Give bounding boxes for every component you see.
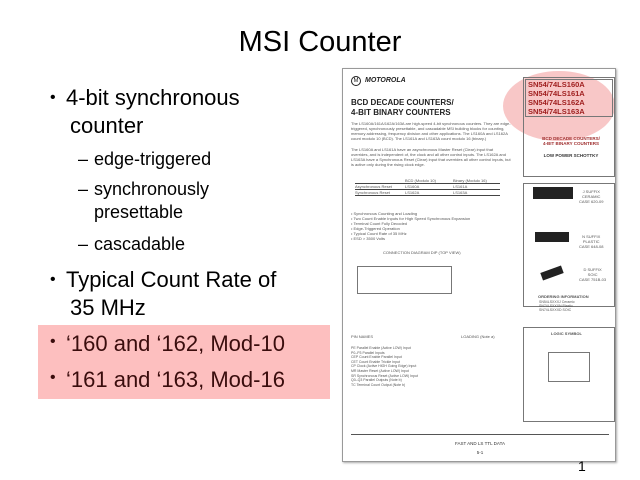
motorola-logo-icon: M: [351, 76, 361, 86]
part-numbers: SN54/74LS160A SN54/74LS161A SN54/74LS162A SN54/74LS163A: [528, 80, 585, 116]
logic-symbol: [548, 352, 590, 382]
family-label: LOW POWER SCHOTTKY: [543, 153, 599, 158]
ordering-list: SN54LSXXXJ Ceramic SN74LSXXXN Plastic SN74LSXXXD SOIC: [539, 300, 575, 312]
sub-bullet-continuation: presettable: [94, 202, 184, 222]
intro-text: The LS160A/161A/162A/163A are high-speed 4-bit synchronous counters. They are edge-triggered, synchronously presettable, and cascadable MSI building blocks for counting, memory addressing, frequency division and other applications. The LS160A and LS162A count modulo 10 (BCD). The LS161A and LS163A count modulo 16 (binary.): [351, 121, 511, 141]
reset-table: BCD (Modulo 10) Binary (Modulo 16) Asynchronous Reset LS160A LS161A Synchronous Reset LS162A LS163A: [355, 178, 500, 196]
ceramic-package-icon: [533, 187, 573, 199]
connection-diagram-title: CONNECTION DIAGRAM DIP (TOP VIEW): [383, 250, 461, 255]
bullet-mod10: • ‘160 and ‘162, Mod-10: [50, 331, 285, 356]
bullet-continuation: counter: [70, 113, 144, 138]
brand: MOTOROLA: [365, 77, 406, 84]
bullet-continuation: 35 MHz: [70, 295, 146, 320]
sub-bullet: – edge-triggered: [78, 149, 212, 169]
datasheet-image: [342, 68, 616, 462]
ordering-title: ORDERING INFORMATION: [538, 294, 589, 299]
page-number: 1: [578, 458, 586, 474]
feature-list: • Synchronous Counting and Loading • Two Count Enable Inputs for High Speed Synchronous Expansion • Terminal Count Fully Decoded • Edge-Triggered Operation • Typical Count Rate of 35 MHz • ESD > 3500 Volts: [351, 211, 471, 241]
footer-divider: [351, 434, 609, 435]
logic-symbol-title: LOGIC SYMBOL: [551, 331, 582, 336]
footer: FAST AND LS TTL DATA: [454, 441, 505, 446]
pin-list: PE Parallel Enable (Active LOW) Input P0–P3 Parallel Inputs CEP Count Enable Parallel Input CET Count Enable Trickle Input CP Clock (Active HIGH Going Edge) Input MR Master Reset (Active LOW) Input SR Synchronous Reset (Active LOW) Input Q0–Q3 Parallel Outputs (Note b) TC Terminal Count Output (Note b): [351, 346, 418, 387]
intro-text-2: The LS160A and LS161A have an asynchronous Master Reset (Clear) input that overrides, and is independent of, the clock and all other control inputs. The LS162A and LS163A have a Synchronous Reset (Clear) input that overrides all other control inputs, but is active only during the rising clock edge.: [351, 147, 511, 167]
package-j: J SUFFIX CERAMIC CASE 620-09: [579, 189, 604, 204]
side-title: BCD DECADE COUNTERS/ 4-BIT BINARY COUNTERS: [542, 136, 600, 146]
sub-bullet: – cascadable: [78, 234, 186, 254]
package-d: D SUFFIX SOIC CASE 751B-03: [579, 267, 607, 282]
bullet-mod16: • ‘161 and ‘163, Mod-16: [50, 367, 285, 392]
pin-names-title: PIN NAMES: [351, 334, 374, 339]
bullet-count-rate: • Typical Count Rate of: [50, 267, 277, 292]
package-n: N SUFFIX PLASTIC CASE 648-08: [579, 234, 604, 249]
dip-diagram: [357, 266, 452, 294]
footer-page: 5-1: [476, 450, 484, 455]
sub-bullet: – synchronously: [78, 179, 210, 199]
slide-title: MSI Counter: [238, 26, 402, 58]
loading-title: LOADING (Note a): [461, 334, 495, 339]
bullet-synchronous-counter: • 4-bit synchronous: [50, 85, 240, 110]
plastic-package-icon: [535, 232, 569, 242]
datasheet-heading: BCD DECADE COUNTERS/ 4-BIT BINARY COUNTERS: [351, 98, 454, 117]
